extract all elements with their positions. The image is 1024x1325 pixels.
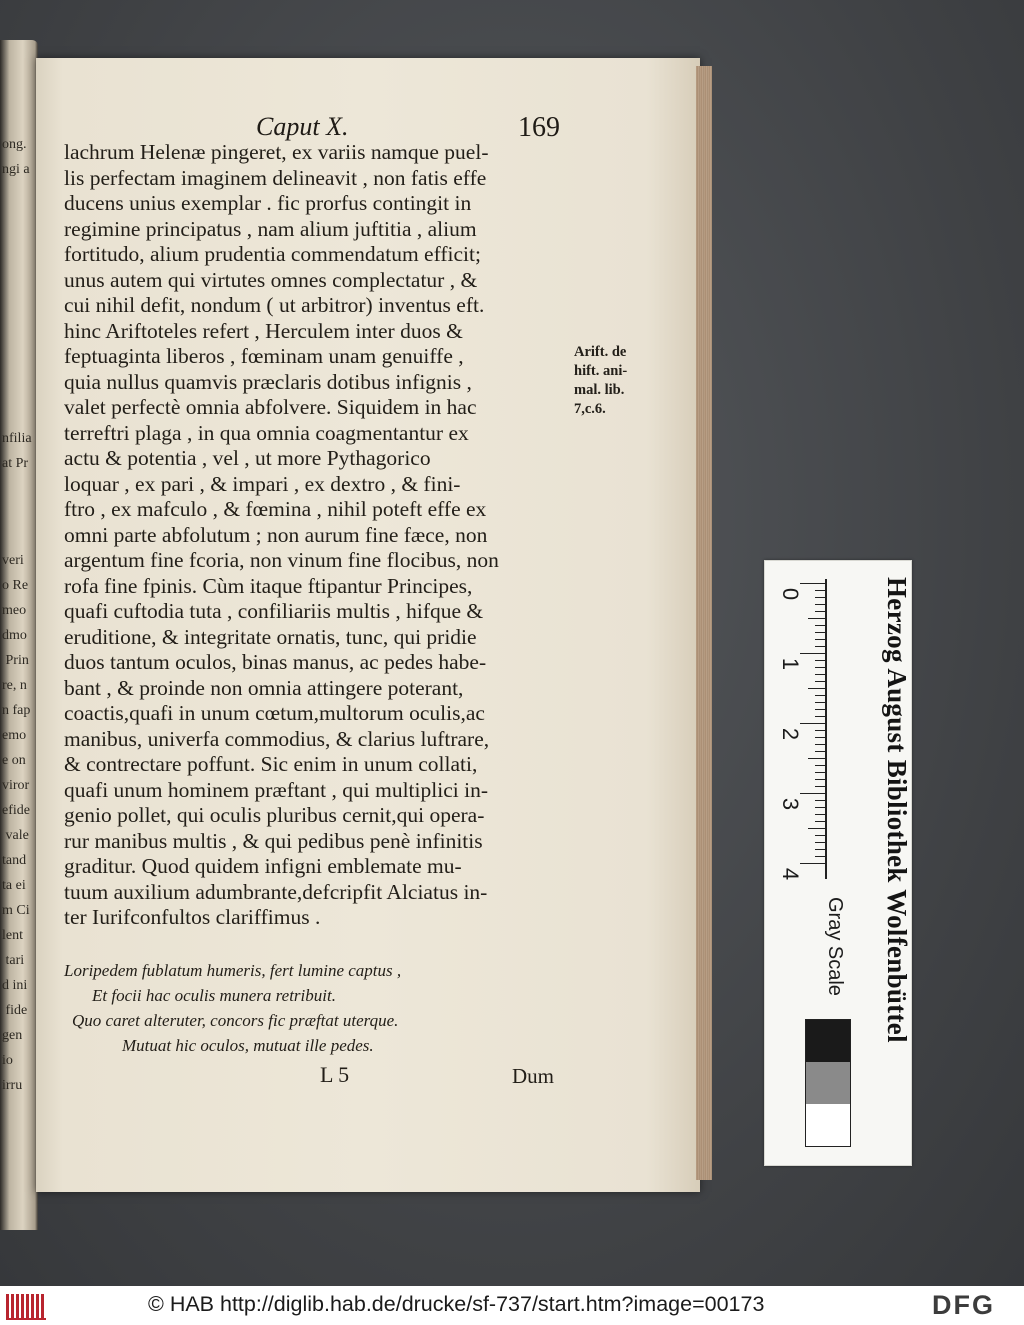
left-page-text-fragment: ong.: [2, 137, 30, 152]
ruler-tick: [815, 779, 826, 780]
left-page-text-fragment: n fap: [2, 703, 31, 718]
verse-line: Mutuat hic oculos, mutuat ille pedes.: [122, 1036, 374, 1055]
ruler-tick: [815, 772, 826, 773]
ruler-tick: [815, 814, 826, 815]
ruler-tick: [815, 660, 826, 661]
gray-scale-swatches: [805, 1019, 851, 1147]
left-page-text-fragment: lent: [2, 928, 23, 943]
ruler-tick: [815, 786, 826, 787]
ruler-tick: [815, 625, 826, 626]
left-page-text-fragment: viror: [2, 778, 30, 793]
ruler-number-2: 2: [778, 727, 803, 741]
ruler-tick: [815, 765, 826, 766]
left-page-text-fragment: fide: [2, 1003, 28, 1018]
verse-line: Loripedem fublatum humeris, fert lumine captus ,: [64, 961, 402, 980]
margin-note-line: Arift. de: [574, 344, 627, 360]
margin-note-line: mal. lib.: [574, 382, 625, 398]
ruler-tick: [815, 730, 826, 731]
margin-note: [574, 343, 670, 419]
page-number: 169: [518, 112, 560, 143]
verse-line: Quo caret alteruter, concors fic præftat uterque.: [72, 1011, 399, 1030]
ruler-tick: [800, 793, 826, 794]
gray-scale-label: Gray Scale: [824, 897, 846, 996]
left-page-text-fragment: dmo: [2, 628, 27, 643]
left-neighbour-page: [0, 40, 38, 1230]
left-page-text-fragment: o Re: [2, 578, 29, 593]
ruler-tick: [808, 618, 826, 619]
text-line: lachrum Helenæ pingeret, ex variis namque puel-: [64, 140, 489, 164]
source-url-link[interactable]: http://diglib.hab.de/drucke/sf-737/start.htm?image=00173: [220, 1292, 765, 1316]
text-line: duos tantum oculos, binas manus, ac pedes habe-: [64, 650, 487, 674]
hab-barcode-logo: [6, 1294, 46, 1320]
swatch-black: [806, 1020, 850, 1062]
verse-line: Et focii hac oculis munera retribuit.: [92, 986, 336, 1005]
ruler-tick: [815, 611, 826, 612]
swatch-white: [806, 1104, 850, 1146]
left-page-text-fragment: veri: [2, 553, 24, 568]
ruler-tick: [800, 583, 826, 584]
text-line: quafi cuftodia tuta , confiliariis multis , hifque &: [64, 599, 484, 623]
ruler-tick: [808, 828, 826, 829]
text-line: unus autem qui virtutes omnes complectatur , &: [64, 267, 478, 292]
text-line: lis perfectam imaginem delineavit , non fatis effe: [64, 165, 487, 190]
text-line: valet perfectè omnia abfolvere. Siquidem in hac: [64, 395, 477, 419]
running-head-title: Caput X.: [256, 112, 349, 141]
ruler-tick: [800, 863, 826, 864]
signature-mark: L 5: [320, 1062, 350, 1087]
ruler-baseline: [825, 579, 827, 879]
library-name: Herzog August Bibliothek Wolfenbüttel: [882, 577, 912, 1043]
left-page-text-fragment: emo: [2, 728, 27, 743]
ruler-tick: [815, 807, 826, 808]
text-line: quafi unum hominem præftant , qui multiplici in-: [64, 777, 488, 802]
body-text: [64, 140, 584, 931]
ruler-tick: [815, 751, 826, 752]
ruler-tick: [815, 604, 826, 605]
left-page-text-fragment: m Ci: [2, 903, 30, 918]
ruler-tick: [815, 597, 826, 598]
ruler-tick: [815, 709, 826, 710]
left-page-text-fragment: vale: [2, 828, 29, 843]
ruler-number-4: 4: [778, 867, 803, 881]
left-page-text-fragment: ngi a: [2, 162, 30, 177]
ruler-tick: [815, 590, 826, 591]
left-page-text-fragment: efide: [2, 803, 30, 818]
ruler-tick: [815, 681, 826, 682]
left-page-text-fragment: tand: [2, 853, 27, 868]
left-page-text-fragment: re, n: [2, 678, 27, 693]
text-line: eruditione, & integritate ornatis, tunc, qui pridie: [64, 624, 477, 649]
text-line: & contrectare poffunt. Sic enim in unum collati,: [64, 752, 478, 776]
ruler-tick: [815, 674, 826, 675]
text-line: rofa fine fpinis. Cùm itaque ftipantur Principes,: [64, 573, 473, 598]
copyright-text: © HAB: [148, 1292, 220, 1316]
left-page-text-fragment: d ini: [2, 978, 28, 993]
text-line: rur manibus multis , & qui pedibus penè infinitis: [64, 828, 483, 853]
text-line: actu & potentia , vel , ut more Pythagorico: [64, 446, 431, 470]
text-line: graditur. Quod quidem infigni emblemate mu-: [64, 854, 462, 878]
catchword: Dum: [512, 1064, 554, 1088]
ruler-tick: [800, 723, 826, 724]
swatch-gray: [806, 1062, 850, 1104]
ruler-tick: [815, 632, 826, 633]
text-line: hinc Ariftoteles refert , Herculem inter duos &: [64, 318, 463, 343]
left-page-text-fragment: io: [2, 1053, 17, 1068]
left-page-text-fragment: meo: [2, 603, 27, 618]
ruler-number-0: 0: [778, 587, 803, 601]
ruler-tick: [815, 716, 826, 717]
left-page-text-fragment: nfilia: [2, 431, 32, 446]
left-page-text-fragment: at Pr: [2, 456, 29, 471]
ruler-tick: [815, 835, 826, 836]
ruler-tick: [815, 646, 826, 647]
text-line: genio pollet, qui oculis pluribus cernit,qui opera-: [64, 803, 485, 827]
ruler-tick: [800, 653, 826, 654]
ruler-tick: [815, 821, 826, 822]
text-line: ftro , ex mafculo , & fœmina , nihil poteft effe ex: [64, 497, 487, 521]
text-line: manibus, univerfa commodius, & clarius luftrare,: [64, 726, 490, 751]
margin-note-line: hift. ani-: [574, 363, 628, 379]
text-line: terreftri plaga , in qua omnia coagmentantur ex: [64, 420, 469, 445]
ruler-tick: [808, 758, 826, 759]
text-line: argentum fine fcoria, non vinum fine flocibus, non: [64, 548, 499, 572]
ruler-tick: [815, 639, 826, 640]
left-page-text-fragment: tari: [2, 953, 25, 968]
ruler-tick: [815, 744, 826, 745]
ruler-tick: [815, 702, 826, 703]
left-page-text-fragment: gen: [2, 1028, 23, 1043]
left-page-fragment-top: [2, 132, 38, 182]
ruler-tick: [815, 737, 826, 738]
text-line: feptuaginta liberos , fœminam unam genuiffe ,: [64, 344, 464, 368]
ruler-tick: [815, 856, 826, 857]
left-page-text-fragment: e on: [2, 753, 26, 768]
left-page-text-fragment: ta ei: [2, 878, 26, 893]
text-line: loquar , ex pari , & impari , ex dextro , & fini-: [64, 471, 461, 496]
ruler-number-3: 3: [778, 797, 803, 811]
text-line: ducens unius exemplar . fic prorfus contingit in: [64, 191, 472, 215]
left-page-text-fragment: irru: [2, 1078, 23, 1093]
text-line: omni parte abfolutum ; non aurum fine fæce, non: [64, 522, 488, 547]
text-line: ter Iurifconfultos clariffimus .: [64, 905, 321, 929]
text-line: bant , & proinde non omnia attingere poterant,: [64, 675, 464, 700]
left-page-fragment-mid: [2, 426, 38, 476]
verse-quote: [64, 958, 584, 1058]
footer-bar: [0, 1286, 1024, 1325]
left-page-fragment-low: [2, 548, 38, 1098]
ruler-tick: [808, 688, 826, 689]
text-line: fortitudo, alium prudentia commendatum efficit;: [64, 242, 481, 266]
ruler-tick: [815, 842, 826, 843]
ruler-tick: [815, 667, 826, 668]
ruler-tick: [815, 800, 826, 801]
text-line: cui nihil defit, nondum ( ut arbitror) inventus eft.: [64, 293, 485, 317]
text-line: quia nullus quamvis præclaris dotibus infignis ,: [64, 369, 472, 394]
dfg-logo: DFG: [932, 1290, 995, 1320]
text-line: regimine principatus , nam alium juftitia , alium: [64, 216, 477, 241]
footer-credit: [148, 1292, 764, 1317]
ruler-number-1: 1: [778, 657, 803, 671]
ruler-tick: [815, 695, 826, 696]
page-edge: [696, 66, 712, 1180]
ruler-tick: [815, 849, 826, 850]
text-line: coactis,quafi in unum cœtum,multorum oculis,ac: [64, 701, 485, 725]
scale-ruler-card: [764, 560, 912, 1166]
margin-note-line: 7,c.6.: [574, 401, 606, 417]
text-line: tuum auxilium adumbrante,defcripfit Alciatus in-: [64, 879, 488, 904]
left-page-text-fragment: Prin: [2, 653, 29, 668]
